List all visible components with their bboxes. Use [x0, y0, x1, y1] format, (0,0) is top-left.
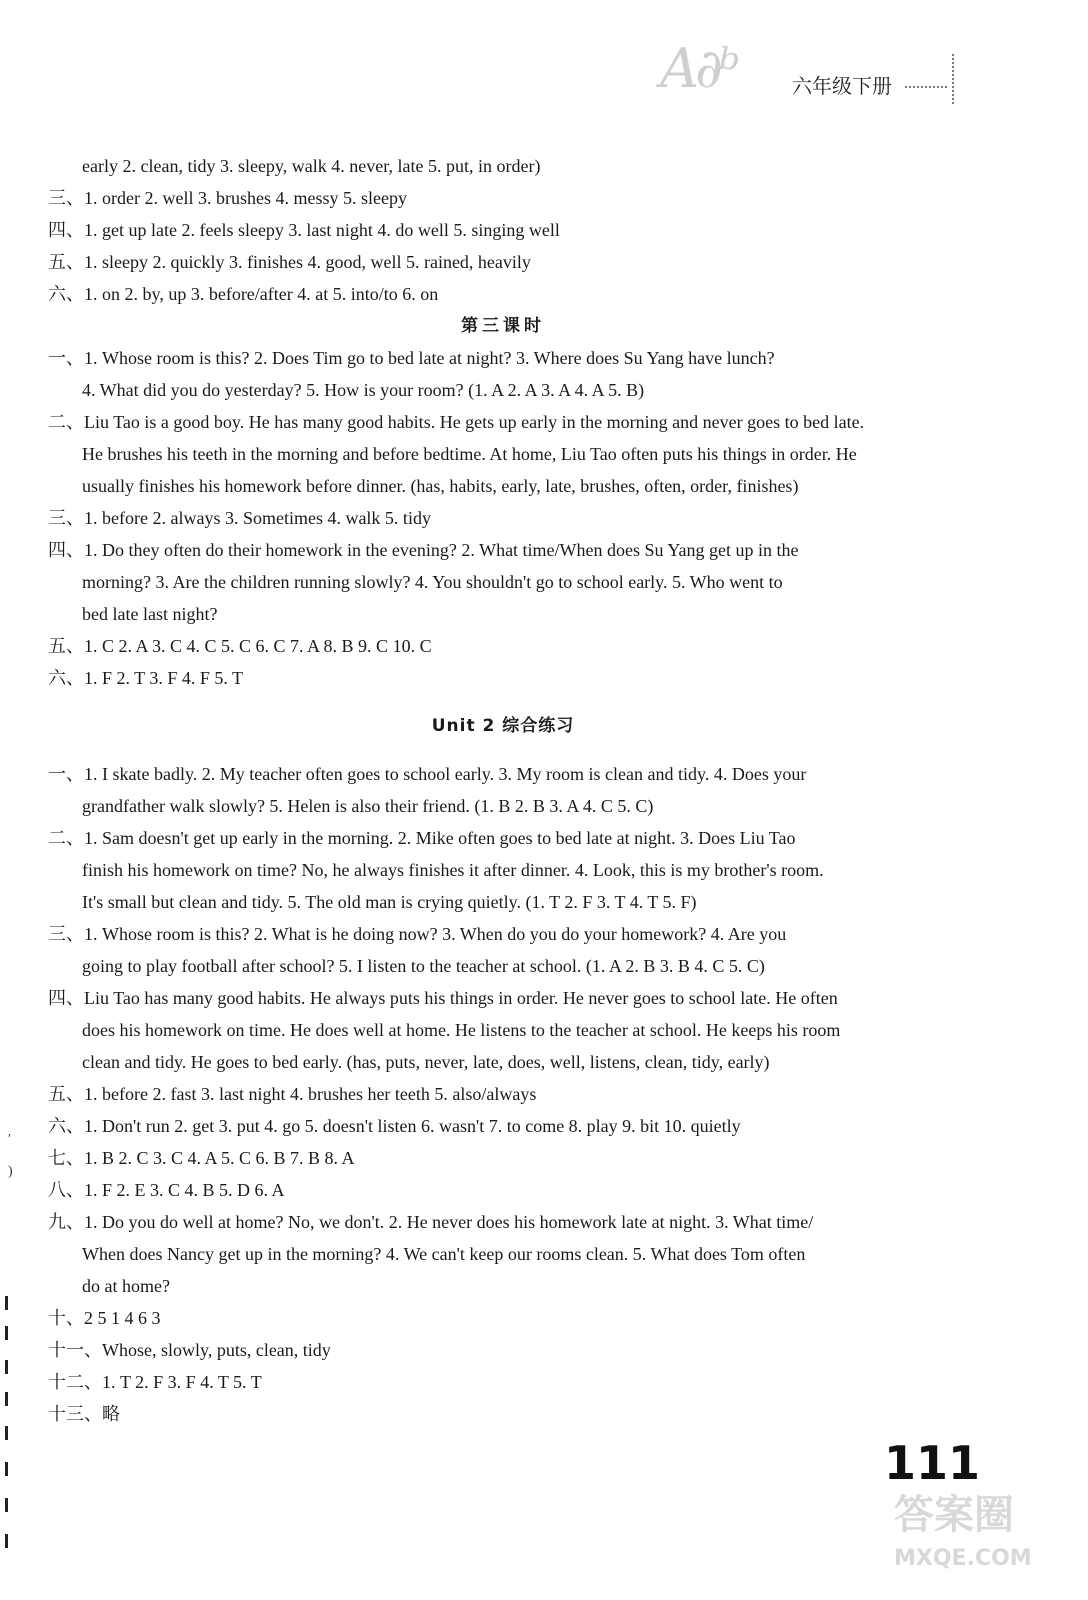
answer-line: 七、1. B 2. C 3. C 4. A 5. C 6. B 7. B 8. A	[48, 1148, 355, 1168]
margin-tick	[5, 1360, 8, 1374]
answer-line: 十二、1. T 2. F 3. F 4. T 5. T	[48, 1372, 262, 1392]
watermark	[894, 1486, 1064, 1586]
answer-line: 三、1. before 2. always 3. Sometimes 4. walk 5. tidy	[48, 508, 431, 528]
answer-line: It's small but clean and tidy. 5. The old man is crying quietly. (1. T 2. F 3. T 4. T 5. F)	[82, 892, 697, 912]
answer-content	[48, 150, 958, 1430]
answer-line: 六、1. on 2. by, up 3. before/after 4. at 5. into/to 6. on	[48, 284, 439, 304]
margin-mark: )	[8, 1164, 13, 1179]
page-number: 111	[884, 1436, 981, 1490]
section-heading: Unit 2 综合练习	[431, 716, 575, 736]
answer-line: 四、Liu Tao has many good habits. He always puts his things in order. He never goes to school late. He often	[48, 988, 838, 1008]
answer-line: 4. What did you do yesterday? 5. How is your room? (1. A 2. A 3. A 4. A 5. B)	[82, 380, 645, 400]
answer-line: 五、1. sleepy 2. quickly 3. finishes 4. good, well 5. rained, heavily	[48, 252, 531, 272]
margin-tick	[5, 1462, 8, 1476]
answer-line: 一、1. Whose room is this? 2. Does Tim go to bed late at night? 3. Where does Su Yang have lunch?	[48, 348, 775, 368]
answer-line: clean and tidy. He goes to bed early. (has, puts, never, late, does, well, listens, clean, tidy, early)	[82, 1052, 770, 1072]
margin-tick	[5, 1326, 8, 1340]
margin-tick	[5, 1426, 8, 1440]
answer-line: 三、1. order 2. well 3. brushes 4. messy 5. sleepy	[48, 188, 407, 208]
answer-line: 二、Liu Tao is a good boy. He has many good habits. He gets up early in the morning and never goes to bed late.	[48, 412, 865, 432]
answer-line: 五、1. C 2. A 3. C 4. C 5. C 6. C 7. A 8. B 9. C 10. C	[48, 636, 432, 656]
answer-line: 十、2 5 1 4 6 3	[48, 1308, 161, 1328]
answer-line: 四、1. Do they often do their homework in the evening? 2. What time/When does Su Yang get up in the	[48, 540, 799, 560]
answer-line: 三、1. Whose room is this? 2. What is he doing now? 3. When do you do your homework? 4. Are you	[48, 924, 787, 944]
margin-tick	[5, 1392, 8, 1406]
answer-line: 十一、Whose, slowly, puts, clean, tidy	[48, 1340, 331, 1360]
watermark-text: 答案圈	[894, 1492, 1014, 1538]
grade-label: 六年级下册	[792, 74, 892, 98]
watermark-url: MXQE.COM	[894, 1546, 1032, 1571]
answer-line: does his homework on time. He does well at home. He listens to the teacher at school. He keeps his room	[82, 1020, 841, 1040]
answer-line: bed late last night?	[82, 604, 218, 624]
answer-line: 八、1. F 2. E 3. C 4. B 5. D 6. A	[48, 1180, 285, 1200]
answer-line: 十三、略	[48, 1404, 120, 1424]
section-heading: 第三课时	[461, 316, 545, 336]
answer-line: He brushes his teeth in the morning and before bedtime. At home, Liu Tao often puts his things in order. He	[82, 444, 857, 464]
answer-line: early 2. clean, tidy 3. sleepy, walk 4. never, late 5. put, in order)	[82, 156, 541, 176]
answer-line: When does Nancy get up in the morning? 4. We can't keep our rooms clean. 5. What does Tom often	[82, 1244, 806, 1264]
margin-tick	[5, 1534, 8, 1548]
header-dotted-divider	[952, 54, 954, 104]
decorative-logo: A∂ᵇ	[660, 37, 737, 100]
answer-line: 二、1. Sam doesn't get up early in the morning. 2. Mike often goes to bed late at night. 3. Does Liu Tao	[48, 828, 796, 848]
answer-line: grandfather walk slowly? 5. Helen is also their friend. (1. B 2. B 3. A 4. C 5. C)	[82, 796, 654, 816]
answer-line: morning? 3. Are the children running slowly? 4. You shouldn't go to school early. 5. Who went to	[82, 572, 783, 592]
answer-line: usually finishes his homework before dinner. (has, habits, early, late, brushes, often, order, finishes)	[82, 476, 799, 496]
answer-line: 一、1. I skate badly. 2. My teacher often goes to school early. 3. My room is clean and tidy. 4. Does your	[48, 764, 807, 784]
answer-line: 五、1. before 2. fast 3. last night 4. brushes her teeth 5. also/always	[48, 1084, 537, 1104]
margin-tick	[5, 1296, 8, 1310]
margin-tick	[5, 1498, 8, 1512]
answer-line: do at home?	[82, 1276, 170, 1296]
margin-mark: ′	[8, 1132, 12, 1147]
answer-line: 六、1. Don't run 2. get 3. put 4. go 5. doesn't listen 6. wasn't 7. to come 8. play 9. bit 10. quietly	[48, 1116, 741, 1136]
answer-line: going to play football after school? 5. I listen to the teacher at school. (1. A 2. B 3. B 4. C 5. C)	[82, 956, 765, 976]
answer-line: 九、1. Do you do well at home? No, we don't. 2. He never does his homework late at night. 3. What time/	[48, 1212, 814, 1232]
header-dotted-rule	[905, 86, 947, 88]
answer-line: finish his homework on time? No, he always finishes it after dinner. 4. Look, this is my brother's room.	[82, 860, 824, 880]
answer-line: 四、1. get up late 2. feels sleepy 3. last night 4. do well 5. singing well	[48, 220, 560, 240]
answer-line: 六、1. F 2. T 3. F 4. F 5. T	[48, 668, 244, 688]
